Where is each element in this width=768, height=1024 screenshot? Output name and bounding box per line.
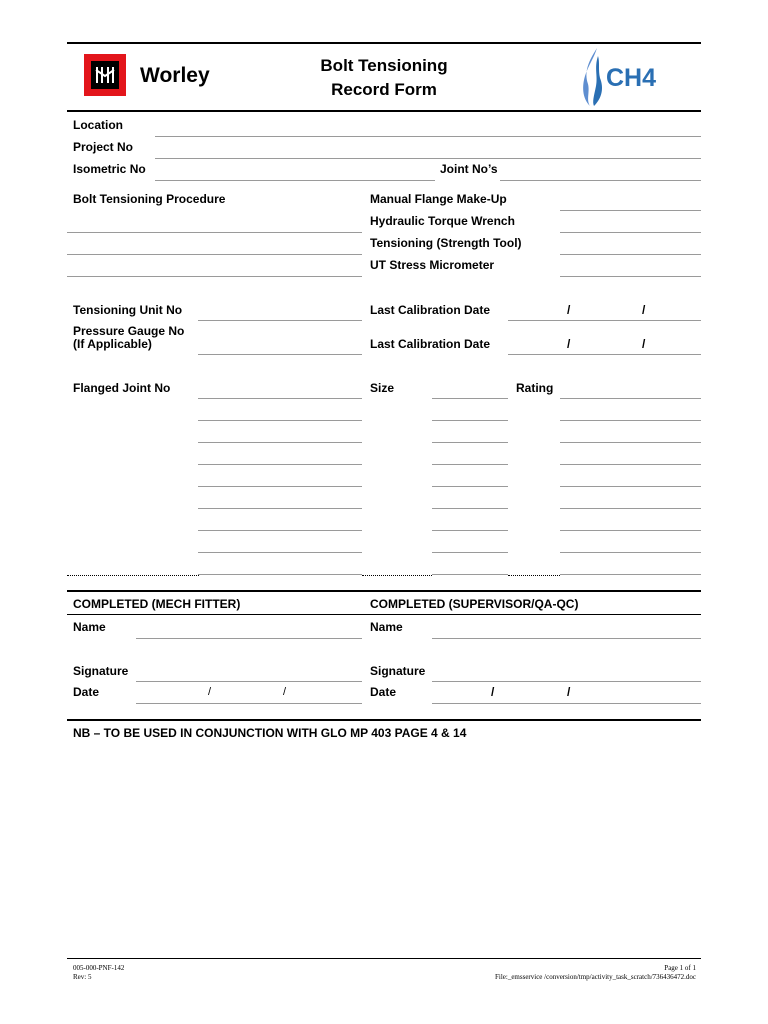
file-path: File:_emsservice /conversion/tmp/activity_task_scratch/736436472.doc xyxy=(494,973,696,981)
page-number: Page 1 of 1 xyxy=(664,964,696,972)
dotted-rule xyxy=(508,575,560,576)
size-field[interactable] xyxy=(432,574,508,575)
date-slash: / xyxy=(567,337,571,351)
rating-field[interactable] xyxy=(560,486,701,487)
if-applicable-label: (If Applicable) xyxy=(73,337,152,351)
flanged-joint-field[interactable] xyxy=(198,464,362,465)
project-no-label: Project No xyxy=(73,140,134,154)
isometric-no-field[interactable] xyxy=(155,180,435,181)
tensioning-unit-label: Tensioning Unit No xyxy=(73,303,183,317)
ut-stress-label: UT Stress Micrometer xyxy=(370,258,495,272)
date-field-left[interactable] xyxy=(136,703,362,704)
date-field-right[interactable] xyxy=(432,703,701,704)
worley-logo xyxy=(84,54,126,96)
flanged-joint-field[interactable] xyxy=(198,574,362,575)
last-calibration-field-1[interactable] xyxy=(508,320,701,321)
size-field[interactable] xyxy=(432,530,508,531)
location-label: Location xyxy=(73,118,123,132)
date-slash: / xyxy=(208,686,212,698)
ut-stress-field[interactable] xyxy=(560,276,701,277)
header-rule xyxy=(67,110,701,112)
rating-field[interactable] xyxy=(560,530,701,531)
flanged-joint-field[interactable] xyxy=(198,552,362,553)
joint-nos-label: Joint No’s xyxy=(440,162,498,176)
joint-nos-field[interactable] xyxy=(500,180,701,181)
name-label-right: Name xyxy=(370,620,403,634)
flanged-joint-field[interactable] xyxy=(198,442,362,443)
revision: Rev: 5 xyxy=(73,973,92,981)
date-slash: / xyxy=(567,303,571,317)
date-slash: / xyxy=(283,686,287,698)
size-field[interactable] xyxy=(432,486,508,487)
worley-emblem-icon xyxy=(91,61,119,89)
form-title-line2: Record Form xyxy=(331,80,437,99)
size-field[interactable] xyxy=(432,442,508,443)
rating-field[interactable] xyxy=(560,398,701,399)
flanged-joint-label: Flanged Joint No xyxy=(73,381,171,395)
rating-field[interactable] xyxy=(560,464,701,465)
name-label-left: Name xyxy=(73,620,106,634)
procedure-field-3[interactable] xyxy=(67,276,362,277)
worley-logo-text: Worley xyxy=(140,64,210,87)
rating-field[interactable] xyxy=(560,552,701,553)
flanged-joint-field[interactable] xyxy=(198,420,362,421)
rating-label: Rating xyxy=(516,381,554,395)
completed-sub-rule xyxy=(67,614,701,615)
signature-label-left: Signature xyxy=(73,664,129,678)
project-no-field[interactable] xyxy=(155,158,701,159)
tensioning-tool-label: Tensioning (Strength Tool) xyxy=(370,236,522,250)
flanged-joint-field[interactable] xyxy=(198,530,362,531)
date-slash: / xyxy=(642,337,646,351)
dotted-rule xyxy=(362,575,432,576)
size-field[interactable] xyxy=(432,464,508,465)
ch4-logo-text: CH4 xyxy=(606,64,657,92)
manual-flange-field[interactable] xyxy=(560,210,701,211)
date-label-right: Date xyxy=(370,685,397,699)
size-field[interactable] xyxy=(432,552,508,553)
signature-field-right[interactable] xyxy=(432,681,701,682)
date-label-left: Date xyxy=(73,685,100,699)
top-rule xyxy=(67,42,701,44)
name-field-left[interactable] xyxy=(136,638,362,639)
hydraulic-torque-field[interactable] xyxy=(560,232,701,233)
last-calibration-label-1: Last Calibration Date xyxy=(370,303,491,317)
size-field[interactable] xyxy=(432,420,508,421)
signature-field-left[interactable] xyxy=(136,681,362,682)
flanged-joint-field[interactable] xyxy=(198,508,362,509)
procedure-field-2[interactable] xyxy=(67,254,362,255)
dotted-rule xyxy=(67,575,199,576)
completed-top-rule xyxy=(67,590,701,592)
doc-code: 005-000-PNF-142 xyxy=(73,964,125,972)
pressure-gauge-field[interactable] xyxy=(198,354,362,355)
ch4-logo xyxy=(580,46,690,108)
rating-field[interactable] xyxy=(560,508,701,509)
bolt-procedure-label: Bolt Tensioning Procedure xyxy=(73,192,226,206)
footer-rule xyxy=(67,958,701,959)
pressure-gauge-label: Pressure Gauge No xyxy=(73,324,185,338)
supervisor-heading: COMPLETED (SUPERVISOR/QA-QC) xyxy=(370,597,579,611)
hydraulic-torque-label: Hydraulic Torque Wrench xyxy=(370,214,515,228)
size-field[interactable] xyxy=(432,508,508,509)
last-calibration-field-2[interactable] xyxy=(508,354,701,355)
mech-fitter-heading: COMPLETED (MECH FITTER) xyxy=(73,597,241,611)
form-title-line1: Bolt Tensioning xyxy=(320,56,448,75)
size-label: Size xyxy=(370,381,395,395)
name-field-right[interactable] xyxy=(432,638,701,639)
procedure-field-1[interactable] xyxy=(67,232,362,233)
rating-field[interactable] xyxy=(560,442,701,443)
rating-field[interactable] xyxy=(560,574,701,575)
last-calibration-label-2: Last Calibration Date xyxy=(370,337,491,351)
manual-flange-label: Manual Flange Make-Up xyxy=(370,192,507,206)
date-slash: / xyxy=(567,685,571,699)
size-field[interactable] xyxy=(432,398,508,399)
date-slash: / xyxy=(491,685,495,699)
date-slash: / xyxy=(642,303,646,317)
note-top-rule xyxy=(67,719,701,721)
tensioning-unit-field[interactable] xyxy=(198,320,362,321)
signature-label-right: Signature xyxy=(370,664,426,678)
tensioning-tool-field[interactable] xyxy=(560,254,701,255)
flanged-joint-field[interactable] xyxy=(198,398,362,399)
usage-note: NB – TO BE USED IN CONJUNCTION WITH GLO MP 403 PAGE 4 & 14 xyxy=(73,726,467,740)
isometric-no-label: Isometric No xyxy=(73,162,146,176)
location-field[interactable] xyxy=(155,136,701,137)
flanged-joint-field[interactable] xyxy=(198,486,362,487)
rating-field[interactable] xyxy=(560,420,701,421)
